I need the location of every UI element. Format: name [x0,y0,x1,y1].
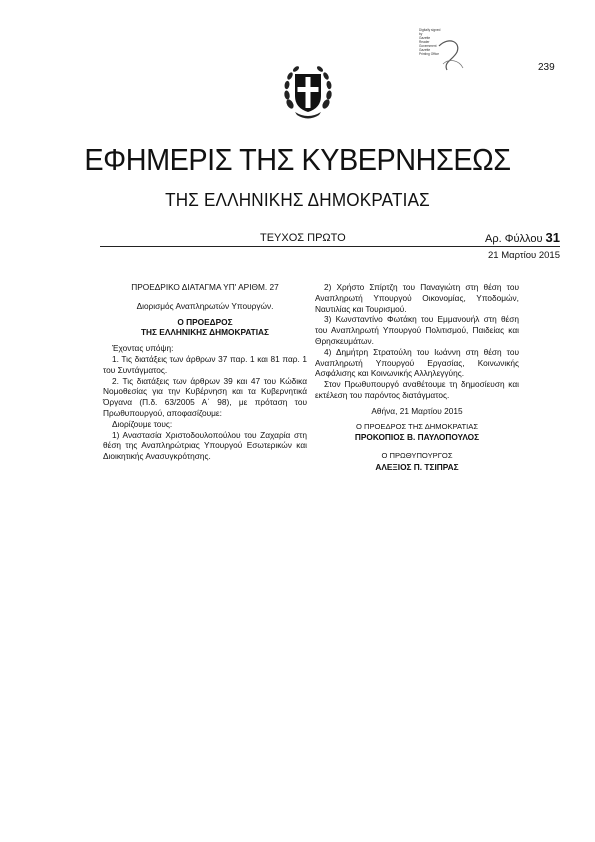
digital-signature-stamp [419,28,469,78]
president-label: Ο ΠΡΟΕΔΡΟΣ ΤΗΣ ΔΗΜΟΚΡΑΤΙΑΣ [355,421,479,431]
place-date: Αθήνα, 21 Μαρτίου 2015 [371,405,463,416]
sheet-number [485,230,560,245]
greek-coat-of-arms-icon [281,60,335,124]
provision-item-1: 1. Τις διατάξεις των άρθρων 37 παρ. 1 και 81 παρ. 1 του Συντάγματος. [103,353,307,375]
decree-subject: Διορισμός Αναπληρωτών Υπουργών. [136,300,274,311]
president-heading-line2: ΤΗΣ ΕΛΛΗΝΙΚΗΣ ΔΗΜΟΚΡΑΤΙΑΣ [140,327,270,338]
president-heading: Ο ΠΡΟΕΔΡΟΣ [177,316,233,327]
appointment-4: 4) Δημήτρη Στρατούλη του Ιωάννη στη θέση του Αναπληρωτή Υπουργού Εργασίας, Κοινωνικής Ασφάλισης και Κοινωνικής Αλληλεγγύης. [315,346,519,379]
provision-item-2: 2. Τις διατάξεις των άρθρων 39 και 47 του Κώδικα Νομοθεσίας για την Κυβέρνηση και τα Κυβερνητικά Όργανα (Π.δ. 63/2005 Α΄ 98), με πρόταση του Πρωθυπουργού, αποφασίζουμε: [103,375,307,418]
left-column [103,282,307,462]
sheet-prefix: Αρ. Φύλλου [485,233,543,245]
prime-minister-label: Ο ΠΡΩΘΥΠΟΥΡΓΟΣ [381,451,453,461]
appointment-3: 3) Κωνσταντίνο Φωτάκη του Εμμανουήλ στη θέση του Αναπληρωτή Υπουργού Πολιτισμού, Παιδείας και Θρησκευμάτων. [315,314,519,346]
issue-label: ΤΕΥΧΟΣ ΠΡΩΤΟ [260,232,346,244]
gazette-title: ΕΦΗΜΕΡΙΣ ΤΗΣ ΚΥΒΕΡΝΗΣΕΩΣ [84,142,511,177]
president-name: ΠΡΟΚΟΠΙΟΣ Β. ΠΑΥΛΟΠΟΥΛΟΣ [354,432,480,443]
header-divider [100,246,560,247]
appointment-1: 1) Αναστασία Χριστοδουλοπούλου του Ζαχαρία στη θέση της Αναπληρώτριας Υπουργού Εσωτερικών και Διοικητικής Ανασυγκρότησης. [103,429,307,462]
appointment-2: 2) Χρήστο Σπίρτζη του Παναγιώτη στη θέση του Αναπληρωτή Υπουργού Οικονομίας, Υποδομών, Ναυτιλίας και Τουρισμού. [315,282,519,314]
decree-title: ΠΡΟΕΔΡΙΚΟ ΔΙΑΤΑΓΜΑ ΥΠ' ΑΡΙΘΜ. 27 [131,282,279,292]
prime-minister-name: ΑΛΕΞΙΟΣ Π. ΤΣΙΠΡΑΣ [375,461,459,472]
gazette-subtitle: ΤΗΣ ΕΛΛΗΝΙΚΗΣ ΔΗΜΟΚΡΑΤΙΑΣ [165,190,430,210]
page-number: 239 [538,62,555,73]
right-column [315,282,519,473]
publication-order: Στον Πρωθυπουργό αναθέτουμε τη δημοσίευση και εκτέλεση του παρόντος διατάγματος. [315,379,519,400]
appoint-intro: Διορίζουμε τους: [112,418,173,429]
having-regard: Έχοντας υπόψη: [112,343,174,354]
issue-date: 21 Μαρτίου 2015 [488,250,560,261]
sheet-number-value: 31 [545,230,560,245]
signature-text: Digitally signed by Gazette Reader Government Gazette Printing Office [419,28,441,56]
